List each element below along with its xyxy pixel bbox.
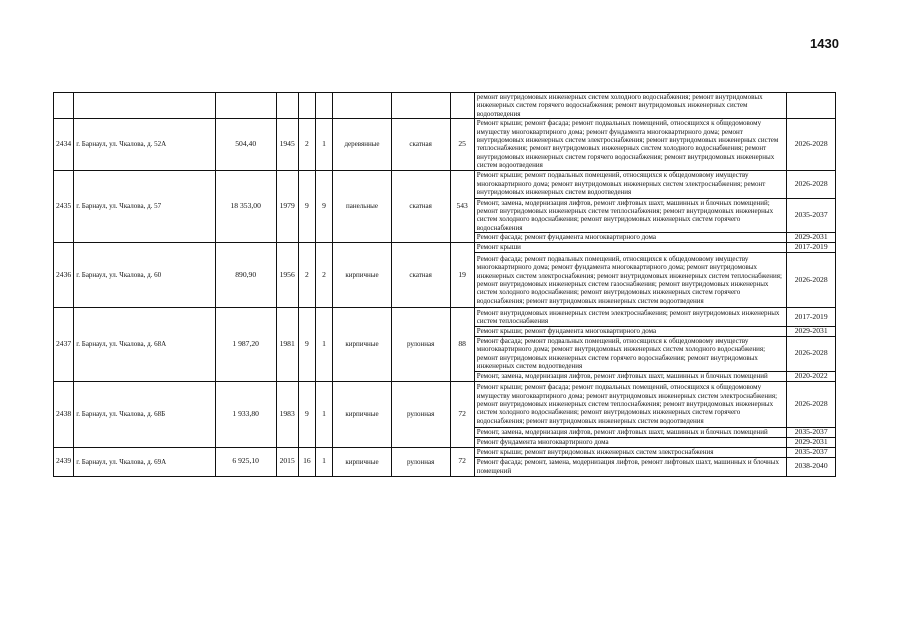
table-row [54,243,836,253]
apartments-cell: 72 [450,447,474,476]
apartments-cell [450,93,474,119]
work-types-cell: Ремонт фундамента многоквартирного дома [474,437,787,447]
year-cell: 1945 [276,119,298,170]
work-types-cell: Ремонт крыши; ремонт фасада; ремонт подвальных помещений, относящихся к общедомовому имуществу многоквартирного дома; ремонт внутридомовых инженерных систем электроснабжения; ремонт внутридомовых инженерных систем теплоснабжения; ремонт внутридомовых инженерных систем холодного водоснабжения; ремонт внутридомовых инженерных систем горячего водоснабжения; ремонт внутридомовых инженерных систем водоотведения [474,381,787,427]
walls-cell: деревянные [333,119,392,170]
roof-cell: рулонная [391,381,450,447]
table-row [54,381,836,427]
work-types-cell: Ремонт крыши; ремонт фасада; ремонт подвальных помещений, относящихся к общедомовому имуществу многоквартирного дома; ремонт фундамента многоквартирного дома; ремонт внутридомовых инженерных систем электроснабжения; ремонт внутридомовых инженерных систем теплоснабжения; ремонт внутридомовых инженерных систем холодного водоснабжения; ремонт внутридомовых инженерных систем горячего водоснабжения; ремонт внутридомовых инженерных систем водоотведения [474,119,787,170]
work-types-cell: Ремонт фасада; ремонт фундамента многоквартирного дома [474,233,787,243]
work-types-cell: Ремонт крыши; ремонт внутридомовых инженерных систем электроснабжения [474,447,787,457]
year-cell: 1983 [276,381,298,447]
row-number-cell [54,93,74,119]
address-cell: г. Барнаул, ул. Чкалова, д. 69А [74,447,216,476]
walls-cell: кирпичные [333,447,392,476]
roof-cell: скатная [391,170,450,243]
apartments-cell: 72 [450,381,474,447]
floors-cell: 9 [298,170,315,243]
roof-cell: скатная [391,119,450,170]
period-cell: 2026-2028 [787,337,836,372]
period-cell: 2026-2028 [787,381,836,427]
period-cell: 2026-2028 [787,119,836,170]
year-cell [276,93,298,119]
year-cell: 1956 [276,243,298,308]
table-row [54,93,836,119]
row-number-cell: 2436 [54,243,74,308]
table-row [54,119,836,170]
entrances-cell: 1 [315,381,332,447]
year-cell: 2015 [276,447,298,476]
entrances-cell: 2 [315,243,332,308]
walls-cell: кирпичные [333,308,392,382]
floors-cell: 2 [298,119,315,170]
apartments-cell: 25 [450,119,474,170]
period-cell: 2026-2028 [787,170,836,198]
table-row [54,170,836,198]
roof-cell [391,93,450,119]
period-cell: 2017-2019 [787,308,836,327]
period-cell: 2035-2037 [787,198,836,233]
address-cell: г. Барнаул, ул. Чкалова, д. 52А [74,119,216,170]
entrances-cell: 1 [315,119,332,170]
work-types-cell: Ремонт внутридомовых инженерных систем электроснабжения; ремонт внутридомовых инженерных систем теплоснабжения [474,308,787,327]
period-cell: 2026-2028 [787,253,836,308]
area-cell: 1 933,80 [215,381,276,447]
year-cell: 1981 [276,308,298,382]
capital-repair-register-table [53,92,836,477]
walls-cell: кирпичные [333,381,392,447]
period-cell: 2020-2022 [787,371,836,381]
period-cell: 2029-2031 [787,233,836,243]
table-row [54,447,836,457]
area-cell: 6 925,10 [215,447,276,476]
period-cell: 2017-2019 [787,243,836,253]
apartments-cell: 543 [450,170,474,243]
entrances-cell: 9 [315,170,332,243]
work-types-cell: Ремонт фасада; ремонт, замена, модернизация лифтов, ремонт лифтовых шахт, машинных и блочных помещений [474,457,787,476]
row-number-cell: 2437 [54,308,74,382]
floors-cell: 2 [298,243,315,308]
work-types-cell: ремонт внутридомовых инженерных систем холодного водоснабжения; ремонт внутридомовых инженерных систем горячего водоснабжения; ремонт внутридомовых инженерных систем водоотведения [474,93,787,119]
area-cell: 504,40 [215,119,276,170]
period-cell: 2029-2031 [787,327,836,337]
row-number-cell: 2438 [54,381,74,447]
floors-cell: 9 [298,381,315,447]
area-cell: 890,90 [215,243,276,308]
table-row [54,308,836,327]
period-cell: 2029-2031 [787,437,836,447]
work-types-cell: Ремонт крыши; ремонт фундамента многоквартирного дома [474,327,787,337]
entrances-cell: 1 [315,308,332,382]
area-cell: 1 987,20 [215,308,276,382]
row-number-cell: 2434 [54,119,74,170]
row-number-cell: 2435 [54,170,74,243]
work-types-cell: Ремонт, замена, модернизация лифтов, ремонт лифтовых шахт, машинных и блочных помещений [474,427,787,437]
address-cell: г. Барнаул, ул. Чкалова, д. 60 [74,243,216,308]
roof-cell: скатная [391,243,450,308]
address-cell [74,93,216,119]
period-cell [787,93,836,119]
address-cell: г. Барнаул, ул. Чкалова, д. 68А [74,308,216,382]
page-number: 1430 [810,36,839,51]
period-cell: 2035-2037 [787,427,836,437]
work-types-cell: Ремонт фасада; ремонт подвальных помещений, относящихся к общедомовому имуществу многоквартирного дома; ремонт внутридомовых инженерных систем холодного водоснабжения; ремонт внутридомовых инженерных систем горячего водоснабжения; ремонт внутридомовых инженерных систем водоотведения [474,337,787,372]
walls-cell [333,93,392,119]
work-types-cell: Ремонт крыши; ремонт подвальных помещений, относящихся к общедомовому имуществу многоквартирного дома; ремонт внутридомовых инженерных систем электроснабжения; ремонт внутридомовых инженерных систем водоотведения [474,170,787,198]
floors-cell: 16 [298,447,315,476]
period-cell: 2038-2040 [787,457,836,476]
work-types-cell: Ремонт, замена, модернизация лифтов, ремонт лифтовых шахт, машинных и блочных помещений; ремонт внутридомовых инженерных систем теплоснабжения; ремонт внутридомовых инженерных систем холодного водоснабжения; ремонт внутридомовых инженерных систем горячего водоснабжения [474,198,787,233]
roof-cell: рулонная [391,308,450,382]
address-cell: г. Барнаул, ул. Чкалова, д. 57 [74,170,216,243]
floors-cell: 9 [298,308,315,382]
address-cell: г. Барнаул, ул. Чкалова, д. 68Б [74,381,216,447]
entrances-cell: 1 [315,447,332,476]
row-number-cell: 2439 [54,447,74,476]
walls-cell: кирпичные [333,243,392,308]
walls-cell: панельные [333,170,392,243]
register-body [54,93,836,477]
work-types-cell: Ремонт крыши [474,243,787,253]
apartments-cell: 88 [450,308,474,382]
apartments-cell: 19 [450,243,474,308]
year-cell: 1979 [276,170,298,243]
roof-cell: рулонная [391,447,450,476]
work-types-cell: Ремонт, замена, модернизация лифтов, ремонт лифтовых шахт, машинных и блочных помещений [474,371,787,381]
area-cell: 18 353,00 [215,170,276,243]
floors-cell [298,93,315,119]
area-cell [215,93,276,119]
entrances-cell [315,93,332,119]
work-types-cell: Ремонт фасада; ремонт подвальных помещений, относящихся к общедомовому имуществу многоквартирного дома; ремонт фундамента многоквартирного дома; ремонт внутридомовых инженерных систем электроснабжения; ремонт внутридомовых инженерных систем теплоснабжения; ремонт внутридомовых инженерных систем газоснабжения; ремонт внутридомовых инженерных систем холодного водоснабжения; ремонт внутридомовых инженерных систем горячего водоснабжения; ремонт внутридомовых инженерных систем водоотведения [474,253,787,308]
period-cell: 2035-2037 [787,447,836,457]
